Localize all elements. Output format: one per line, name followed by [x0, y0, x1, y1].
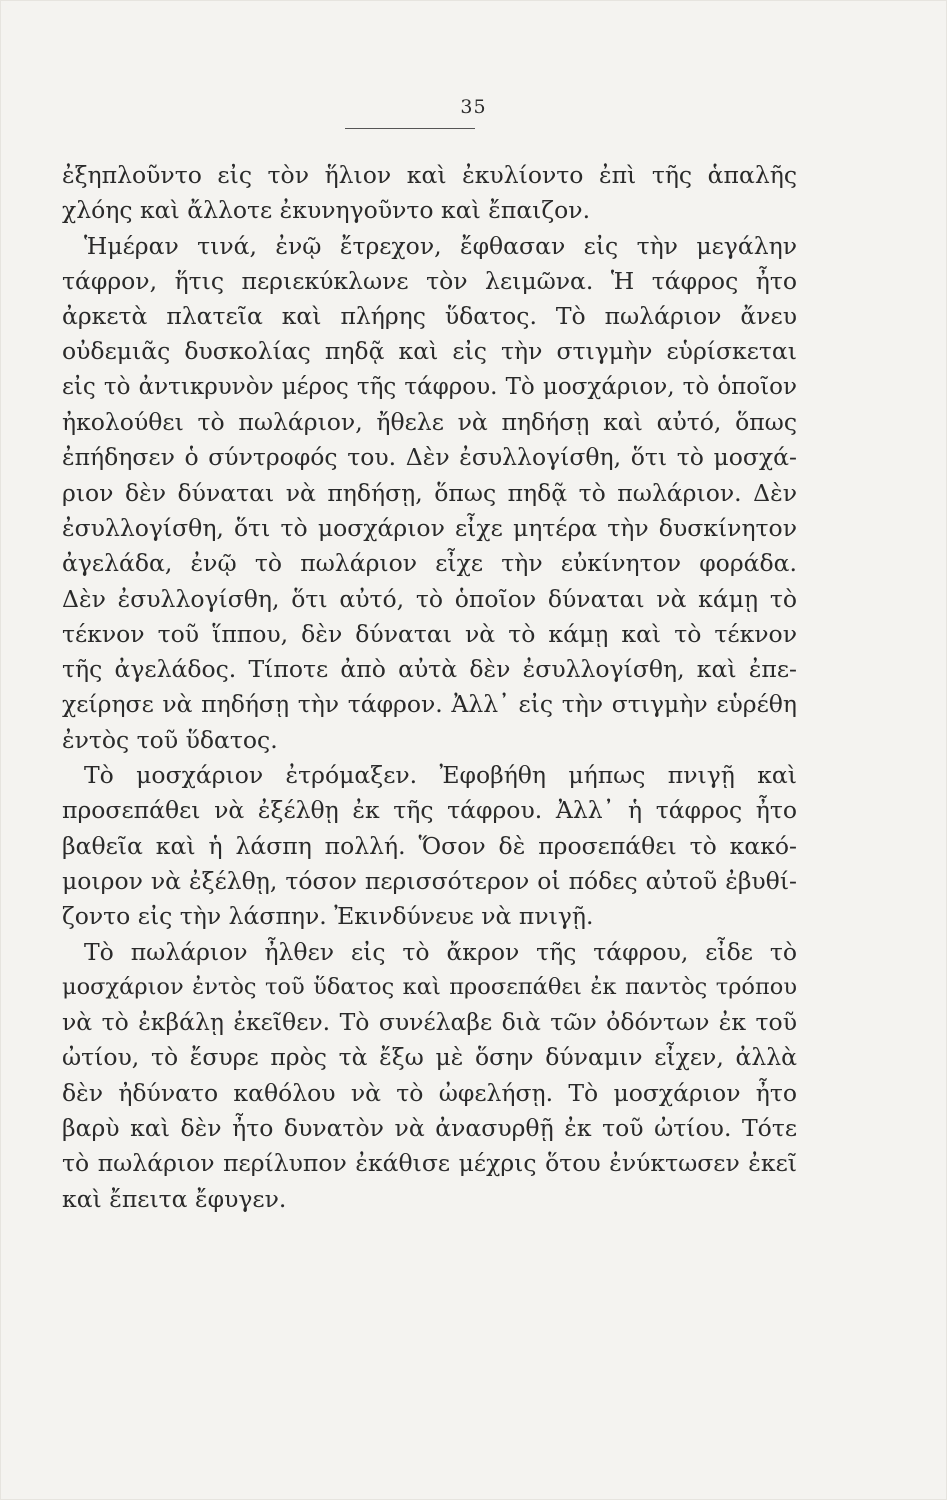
text-line: τέκνον τοῦ ἵππου, δὲν δύναται νὰ τὸ κάμῃ καὶ τὸ τέκνον: [62, 619, 797, 648]
text-line: ἐσυλλογίσθη, ὅτι τὸ μοσχάριον εἶχε μητέρα τὴν δυσκίνητον: [62, 513, 797, 542]
text-line: χλόης καὶ ἄλλοτε ἐκυνηγοῦντο καὶ ἔπαιζον.: [62, 196, 591, 225]
text-line: βαθεῖα καὶ ἡ λάσπη πολλή. Ὅσον δὲ προσεπάθει τὸ κακό-: [62, 831, 797, 860]
text-line: δὲν ἠδύνατο καθόλου νὰ τὸ ὠφελήσῃ. Τὸ μοσχάριον ἦτο: [62, 1078, 797, 1107]
text-line: εἰς τὸ ἀντικρυνὸν μέρος τῆς τάφρου. Τὸ μοσχάριον, τὸ ὁποῖον: [62, 373, 797, 400]
text-line: ριον δὲν δύναται νὰ πηδήσῃ, ὅπως πηδᾷ τὸ πωλάριον. Δὲν: [62, 478, 797, 507]
text-line: ζοντο εἰς τὴν λάσπην. Ἐκινδύνευε νὰ πνιγῇ.: [62, 902, 594, 931]
text-line: Τὸ πωλάριον ἦλθεν εἰς τὸ ἄκρον τῆς τάφρου, εἶδε τὸ: [84, 937, 797, 966]
text-line: τὸ πωλάριον περίλυπον ἐκάθισε μέχρις ὅτου ἐνύκτωσεν ἐκεῖ: [62, 1149, 797, 1178]
text-line: ἀρκετὰ πλατεῖα καὶ πλήρης ὕδατος. Τὸ πωλάριον ἄνευ: [62, 302, 797, 331]
text-line: καὶ ἔπειτα ἔφυγεν.: [62, 1184, 287, 1213]
body-text: [62, 158, 797, 1217]
text-line: ἐξηπλοῦντο εἰς τὸν ἥλιον καὶ ἐκυλίοντο ἐπὶ τῆς ἁπαλῆς: [62, 161, 797, 189]
text-line: Τὸ μοσχάριον ἐτρόμαξεν. Ἐφοβήθη μήπως πνιγῇ καὶ: [84, 761, 797, 790]
text-line: ἐπήδησεν ὁ σύντροφός του. Δὲν ἐσυλλογίσθη, ὅτι τὸ μοσχά-: [62, 443, 797, 472]
text-line: Ἡμέραν τινά, ἐνῷ ἔτρεχον, ἔφθασαν εἰς τὴν μεγάλην: [84, 231, 797, 260]
page-number: 35: [460, 96, 487, 118]
text-line: νὰ τὸ ἐκβάλῃ ἐκεῖθεν. Τὸ συνέλαβε διὰ τῶν ὀδόντων ἐκ τοῦ: [62, 1008, 797, 1037]
text-line: ἀγελάδα, ἐνῷ τὸ πωλάριον εἶχε τὴν εὐκίνητον φοράδα.: [62, 549, 797, 578]
text-line: χείρησε νὰ πηδήσῃ τὴν τάφρον. Ἀλλ᾽ εἰς τὴν στιγμὴν εὑρέθη: [62, 690, 797, 719]
text-line: βαρὺ καὶ δὲν ἦτο δυνατὸν νὰ ἀνασυρθῇ ἐκ τοῦ ὠτίου. Τότε: [62, 1114, 797, 1143]
text-line: μοιρον νὰ ἐξέλθῃ, τόσον περισσότερον οἱ πόδες αὐτοῦ ἐβυθί-: [62, 866, 797, 895]
text-line: Δὲν ἐσυλλογίσθη, ὅτι αὐτό, τὸ ὁποῖον δύναται νὰ κάμῃ τὸ: [62, 584, 797, 613]
text-line: τῆς ἀγελάδος. Τίποτε ἀπὸ αὐτὰ δὲν ἐσυλλογίσθη, καὶ ἐπε-: [62, 655, 797, 684]
text-line: τάφρον, ἥτις περιεκύκλωνε τὸν λειμῶνα. Ἡ τάφρος ἦτο: [62, 266, 797, 295]
text-line: ἐντὸς τοῦ ὕδατος.: [62, 725, 278, 754]
text-line: ἠκολούθει τὸ πωλάριον, ἤθελε νὰ πηδήσῃ καὶ αὐτό, ὅπως: [62, 408, 797, 437]
text-line: ὠτίου, τὸ ἔσυρε πρὸς τὰ ἔξω μὲ ὅσην δύναμιν εἶχεν, ἀλλὰ: [62, 1043, 797, 1072]
text-line: μοσχάριον ἐντὸς τοῦ ὕδατος καὶ προσεπάθει ἐκ παντὸς τρόπου: [62, 973, 797, 1000]
text-line: προσεπάθει νὰ ἐξέλθῃ ἐκ τῆς τάφρου. Ἀλλ᾽ ἡ τάφρος ἦτο: [62, 796, 797, 825]
text-line: οὐδεμιᾶς δυσκολίας πηδᾷ καὶ εἰς τὴν στιγμὴν εὑρίσκεται: [62, 337, 797, 366]
header-rule: [345, 128, 475, 129]
